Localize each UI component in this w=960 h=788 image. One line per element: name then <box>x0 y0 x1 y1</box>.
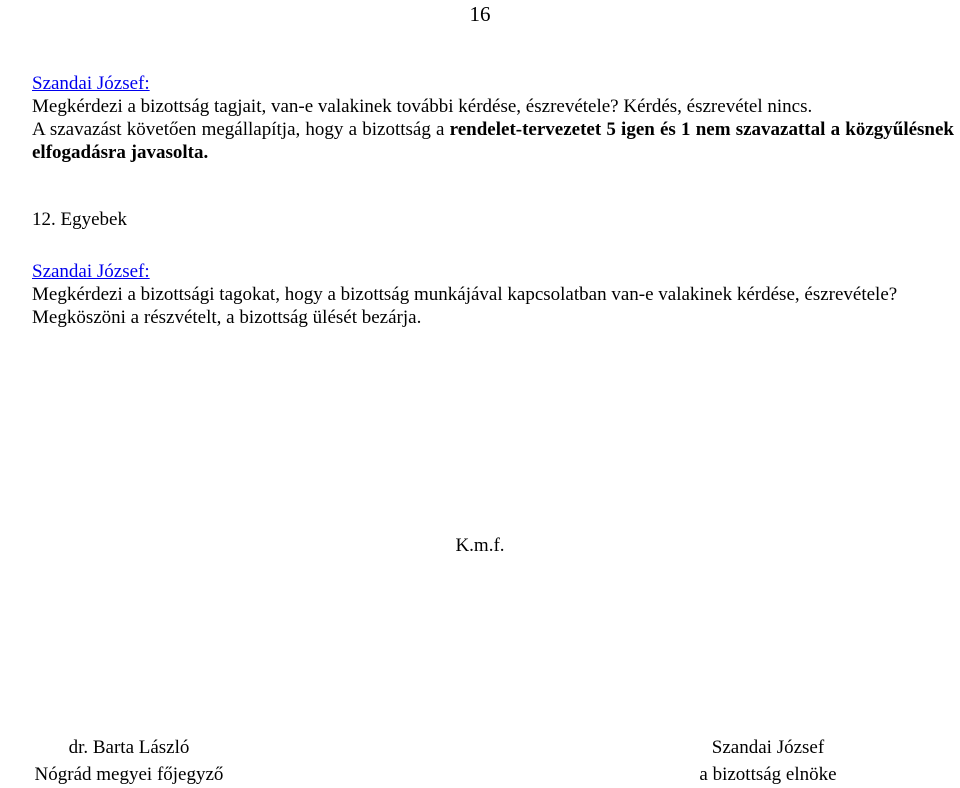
signature-right <box>668 734 868 788</box>
signatory-name-right: Szandai József <box>711 737 825 758</box>
page-number: 16 <box>469 2 491 26</box>
vote-result-text <box>32 118 954 164</box>
section-other <box>32 260 954 329</box>
signatory-title-left: Nógrád megyei főjegyző <box>34 764 224 785</box>
signature-left <box>4 734 254 788</box>
section-heading: 12. Egyebek <box>32 209 127 230</box>
speaker-name: Szandai József: <box>32 73 150 94</box>
kmf-label: K.m.f. <box>455 535 505 556</box>
closing-text: Megköszöni a részvételt, a bizottság ülését bezárja. <box>32 307 422 328</box>
vote-result: rendelet-tervezetet 5 igen és 1 nem szavazattal a közgyűlésnek elfogadásra javasolta. <box>32 119 955 163</box>
vote-intro: A szavazást követően megállapítja, hogy a bizottság a <box>32 119 450 140</box>
question-text: Megkérdezi a bizottság tagjait, van-e valakinek további kérdése, észrevétele? Kérdés, észrevétel nincs. <box>32 96 813 117</box>
section-resolution <box>32 72 954 164</box>
signatory-name-left: dr. Barta László <box>68 737 190 758</box>
speaker-name-2: Szandai József: <box>32 261 150 282</box>
question-text-2: Megkérdezi a bizottsági tagokat, hogy a bizottság munkájával kapcsolatban van-e valakinek kérdése, észrevétele? <box>32 284 898 305</box>
signatory-title-right: a bizottság elnöke <box>699 764 837 785</box>
